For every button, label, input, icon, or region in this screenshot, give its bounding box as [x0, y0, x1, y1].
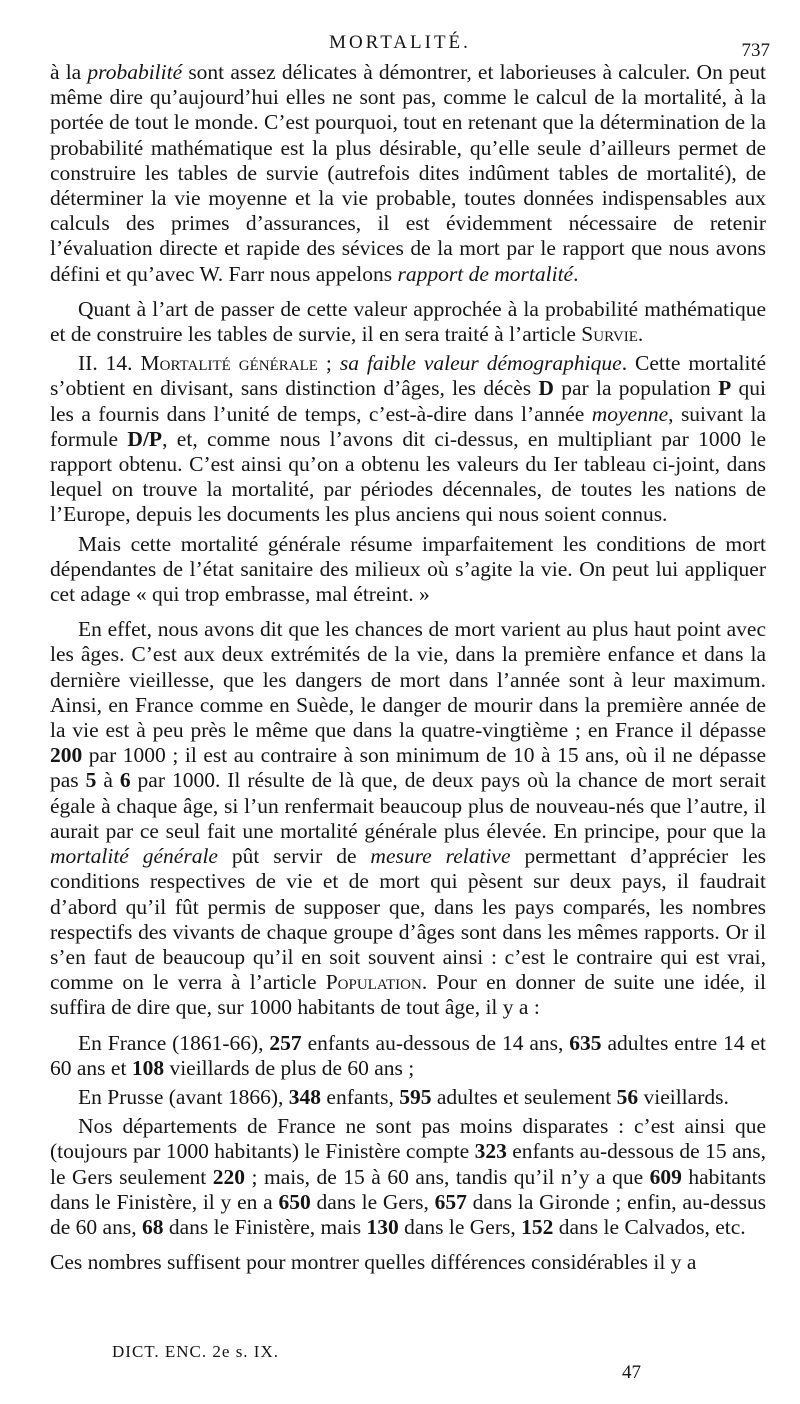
small-caps-text: Survie: [581, 322, 638, 347]
italic-text: mortalité générale: [50, 844, 218, 869]
text-run: dans la Gironde ; enfin, au-dessus de 60 ans,: [50, 1189, 766, 1239]
bold-number: 68: [141, 1214, 164, 1239]
bold-number: 56: [616, 1084, 639, 1109]
text-run: à: [96, 768, 120, 793]
bold-number: 657: [434, 1189, 467, 1214]
bold-number: 257: [269, 1030, 302, 1055]
italic-text: moyenne: [591, 401, 669, 426]
text-run: Ces nombres suffisent pour montrer quelles différences considérables il y a: [50, 1250, 697, 1275]
text-run: ;: [317, 351, 340, 376]
bold-number: 595: [399, 1084, 432, 1109]
paragraph: [50, 1085, 766, 1110]
bold-number: 635: [569, 1030, 602, 1055]
paragraph: [50, 532, 766, 608]
bold-number: 348: [288, 1084, 322, 1109]
text-run: par 1000. Il résulte de là que, de deux pays où la chance de mort serait égale à chaque âge, si l’un renfermait beaucoup plus de nouveau-nés que l’autre, il aurait par ce seul fait une mortalité générale plus élevée. En principe, pour que la: [50, 768, 766, 843]
paragraph: [50, 60, 766, 287]
bold-number: 323: [474, 1139, 507, 1164]
bold-number: P: [718, 376, 732, 401]
text-run: Mais cette mortalité générale résume imparfaitement les conditions de mort dépendantes de l’état sanitaire des milieux où s’agite la vie. On peut lui appliquer cet adage « qui trop embrasse, mal étreint. »: [50, 531, 766, 607]
page-number: 737: [741, 40, 770, 61]
text-run: II. 14.: [78, 351, 141, 376]
bold-number: 200: [50, 743, 83, 768]
italic-text: mesure relative: [370, 844, 511, 869]
italic-text: rapport de mortalité: [397, 261, 574, 286]
text-run: adultes et seulement: [431, 1084, 617, 1109]
text-run: pût servir de: [217, 844, 371, 869]
running-title: MORTALITÉ.: [329, 32, 471, 53]
text-run: .: [637, 322, 644, 347]
text-run: enfants au-dessous de 15 ans, le Gers seulement: [50, 1139, 766, 1189]
text-run: qui les a fournis dans l’unité de temps, c’est-à-dire dans l’année: [50, 376, 766, 426]
text-run: par la population: [553, 376, 719, 401]
bold-number: 609: [649, 1164, 682, 1189]
text-run: vieillards.: [638, 1084, 729, 1109]
text-run: vieillards de plus de 60 ans ;: [164, 1055, 415, 1080]
text-run: adultes entre 14 et 60 ans et: [50, 1030, 767, 1080]
bold-number: 152: [521, 1214, 554, 1239]
text-run: .: [573, 261, 579, 286]
text-run: sont assez délicates à démontrer, et laborieuses à calculer. On peut même dire qu’aujourd’hui elles ne sont pas, comme le calcul de la mortalité, à la portée de tout le monde. C’est pourquoi, tout en retenant que la détermination de la probabilité mathématique est la plus désirable, qu’elle seule d’ailleurs permet de construire les tables de survie (autrefois dites indûment tables de mortalité), de déterminer la vie moyenne et la vie probable, toutes données indispensables aux calculs des primes d’assurances, il est évidemment nécessaire de retenir l’évaluation directe et rapide des sévices de la mort par le rapport que nous avons défini et qu’avec W. Farr nous appelons: [50, 60, 767, 286]
text-run: enfants,: [321, 1084, 400, 1109]
text-run: . Pour en donner de suite une idée, il suffira de dire que, sur 1000 habitants de tout âge, il y a :: [50, 970, 766, 1020]
paragraph: [50, 1250, 766, 1275]
text-run: Quant à l’art de passer de cette valeur approchée à la probabilité mathématique et de construire les tables de survie, il en sera traité à l’article: [50, 296, 766, 347]
bold-number: 108: [131, 1055, 165, 1080]
text-run: dans le Gers,: [310, 1189, 435, 1214]
italic-text: sa faible valeur démographique: [339, 351, 622, 376]
text-run: ; mais, de 15 à 60 ans, tandis qu’il n’y a que: [245, 1164, 650, 1189]
bold-number: 130: [366, 1214, 399, 1239]
bold-number: 5: [85, 768, 97, 793]
text-run: enfants au-dessous de 14 ans,: [301, 1030, 570, 1055]
footer-signature: DICT. ENC. 2e s. IX.: [112, 1342, 279, 1361]
text-run: dans le Finistère, mais: [163, 1214, 367, 1239]
text-run: habitants dans le Finistère, il y en a: [50, 1164, 767, 1214]
small-caps-text: Mortalité générale: [140, 351, 318, 376]
text-run: , suivant la formule: [50, 401, 766, 451]
footer-sheet-number: 47: [622, 1362, 641, 1383]
text-run: dans le Calvados, etc.: [553, 1214, 746, 1239]
text-run: dans le Gers,: [398, 1214, 522, 1239]
text-run: En Prusse (avant 1866),: [78, 1084, 289, 1109]
text-run: permettant d’apprécier les conditions respectives de vie et de mort qui pèsent sur deux pays, il faudrait d’abord qu’il fût permis de supposer que, dans les pays comparés, les nombres respectifs des vivants de chaque groupe d’âges sont dans les mêmes rapports. Or il s’en faut de beaucoup qu’il en soit souvent ainsi : c’est le contraire qui est vrai, comme on le verra à l’article: [50, 844, 766, 995]
bold-number: 650: [278, 1189, 311, 1214]
small-caps-text: Population: [325, 970, 422, 995]
bold-number: D: [538, 376, 554, 401]
page-body: [50, 60, 766, 1275]
text-run: , et, comme nous l’avons dit ci-dessus, en multipliant par 1000 le rapport obtenu. C’est ainsi qu’on a obtenu les valeurs du Ier tableau ci-joint, dans lequel on trouve la mortalité, par périodes décennales, de toutes les nations de l’Europe, depuis les documents les plus anciens qui nous soient connus.: [50, 426, 766, 527]
paragraph: [50, 297, 766, 347]
paragraph: [50, 1031, 766, 1081]
text-run: Nos départements de France ne sont pas moins disparates : c’est ainsi que (toujours par 1000 habitants) le Finistère compte: [50, 1114, 766, 1164]
text-run: . Cette mortalité s’obtient en divisant, sans distinction d’âges, les décès: [50, 351, 766, 401]
paragraph: [50, 351, 766, 527]
bold-number: 6: [119, 768, 131, 793]
bold-number: 220: [212, 1164, 246, 1189]
text-run: En effet, nous avons dit que les chances de mort varient au plus haut point avec les âges. C’est aux deux extrémités de la vie, dans la première enfance et dans la dernière vieillesse, que les dangers de mort dans l’année sont à leur maximum. Ainsi, en France comme en Suède, le danger de mourir dans la première année de la vie est à peu près le même que dans la quatre-vingtième ; en France il dépasse: [50, 617, 766, 743]
text-run: par 1000 ; il est au contraire à son minimum de 10 à 15 ans, où il ne dépasse pas: [50, 743, 766, 793]
text-run: En France (1861-66),: [78, 1030, 270, 1055]
italic-text: probabilité: [87, 60, 183, 84]
text-run: à la: [50, 60, 88, 84]
paragraph: [50, 1114, 766, 1240]
paragraph: [50, 617, 766, 1020]
bold-number: D/P: [127, 426, 163, 451]
